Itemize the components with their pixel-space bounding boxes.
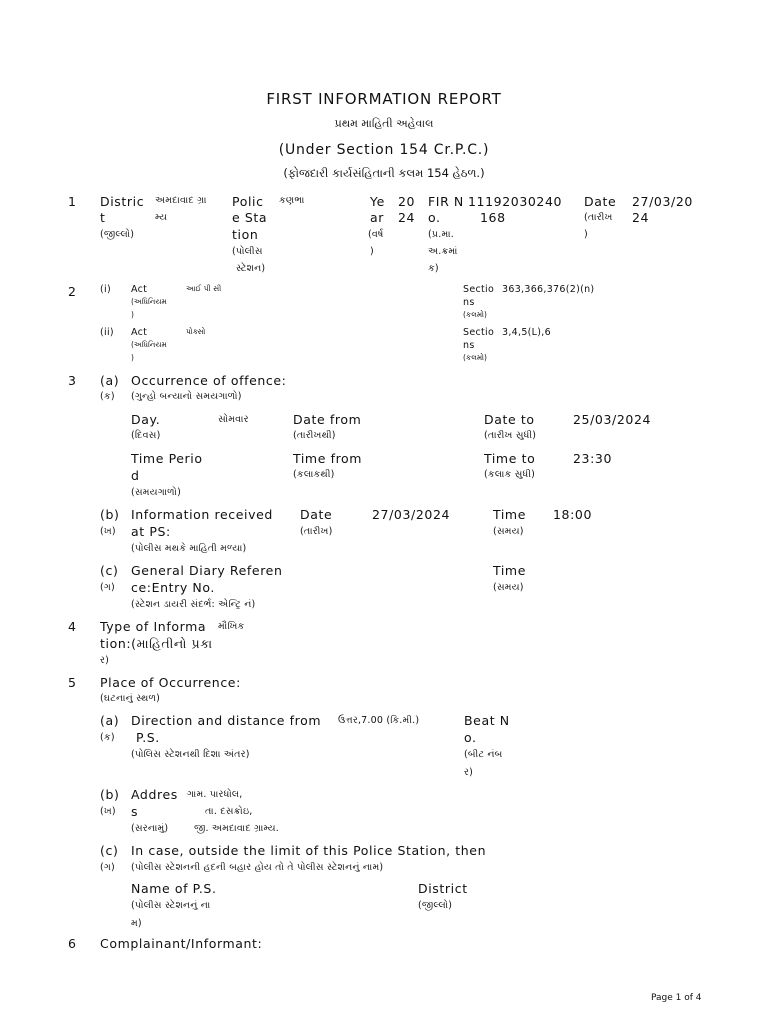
info-type-label-cont: tion:(માહિતીનો પ્રકા — [100, 636, 213, 651]
section-heading: (Under Section 154 Cr.P.C.) — [278, 142, 490, 158]
diary-time-label: Time — [493, 563, 526, 578]
fir-number-label-gujarati-cont: અ.ક્રમાં — [428, 246, 458, 257]
diary-ref-marker-gujarati: (ગ) — [100, 582, 115, 593]
act-ii-label-gujarati-cont: ) — [131, 353, 134, 362]
time-period-label-cont: d — [131, 468, 140, 483]
act-ii-label-gujarati: (અધિનિયમ — [131, 340, 167, 349]
address-label: Addres — [131, 787, 178, 802]
police-station-value: કણભા — [279, 195, 305, 206]
beat-no-label-gujarati: (બીટ નંબ — [464, 749, 503, 760]
outside-limit-text: In case, outside the limit of this Police Station, then — [131, 843, 487, 858]
page-number: Page 1 of 4 — [651, 993, 702, 1003]
fir-number-label-gujarati-cont2: ક) — [428, 263, 439, 274]
other-ps-name-label-gujarati: (પોલીસ સ્ટેશનનું ના — [131, 900, 211, 911]
sections-i-label-gujarati: (કલમો) — [463, 310, 487, 319]
time-to-value: 23:30 — [573, 451, 613, 466]
address-value-line2: તા. દસક્રોઇ, — [205, 806, 253, 817]
district-label-cont: t — [100, 210, 106, 225]
year-label: Ye — [370, 194, 385, 209]
sections-ii-label: Sectio — [463, 327, 495, 338]
act-i-label-gujarati-cont: ) — [131, 310, 134, 319]
district-label-gujarati: (જીલ્લો) — [100, 229, 135, 240]
item-number-5: 5 — [68, 675, 77, 690]
item-number-1: 1 — [68, 194, 77, 209]
section-heading-gujarati: (ફોજદારી કાર્યસંહિતાની કલમ 154 હેઠળ.) — [283, 166, 485, 180]
district-label: Distric — [100, 194, 145, 209]
time-from-label-gujarati: (કલાકથી) — [293, 469, 335, 480]
address-label-gujarati: (સરનામું) — [131, 823, 169, 834]
info-received-marker-gujarati: (ખ) — [100, 526, 116, 537]
act-ii-label: Act — [131, 327, 148, 338]
district-value-cont: મ્ય — [155, 212, 168, 223]
fir-date-label: Date — [584, 194, 617, 209]
item-number-3: 3 — [68, 373, 77, 388]
district-value: અમદાવાદ ગ્રા — [155, 195, 207, 206]
time-period-label: Time Perio — [131, 451, 203, 466]
police-station-label: Polic — [232, 194, 264, 209]
address-label-cont: s — [131, 804, 139, 819]
diary-time-label-gujarati: (સમય) — [493, 582, 524, 593]
direction-marker: (a) — [100, 713, 120, 728]
diary-ref-marker: (c) — [100, 563, 119, 578]
police-station-label-cont2: tion — [232, 227, 259, 242]
act-i-marker: (i) — [100, 284, 111, 295]
address-value-line1: ગામ. પારધોલ, — [187, 789, 243, 800]
direction-label: Direction and distance from — [131, 713, 322, 728]
sections-ii-label-cont: ns — [463, 340, 475, 351]
address-marker-gujarati: (ખ) — [100, 806, 116, 817]
fir-number-value: 11192030240 — [468, 194, 563, 209]
day-label: Day. — [131, 412, 161, 427]
other-district-label-gujarati: (જીલ્લો) — [418, 900, 453, 911]
time-to-label-gujarati: (કલાક સુધી) — [484, 469, 536, 480]
place-title: Place of Occurrence: — [100, 675, 241, 690]
address-value-line3: જી. અમદાવાદ ગ્રામ્ય. — [194, 823, 279, 834]
complainant-title: Complainant/Informant: — [100, 936, 263, 951]
place-title-gujarati: (ઘટનાનું સ્થળ) — [100, 693, 161, 704]
info-time-label: Time — [493, 507, 526, 522]
year-label-cont: ar — [370, 210, 384, 225]
time-to-label: Time to — [484, 451, 536, 466]
direction-marker-gujarati: (ક) — [100, 732, 115, 743]
direction-value: ઉત્તર,7.00 (કિ.મી.) — [338, 715, 420, 726]
occurrence-title: Occurrence of offence: — [131, 373, 287, 388]
direction-label-gujarati: (પોલિસ સ્ટેશનથી દિશા અંતર) — [131, 749, 250, 760]
info-received-label-gujarati: (પોલીસ મથકે માહિતી મળ્યા) — [131, 543, 247, 554]
sections-ii-value: 3,4,5(L),6 — [502, 327, 551, 338]
year-value: 20 — [398, 194, 416, 209]
fir-date-label-gujarati: (તારીખ — [584, 212, 613, 223]
act-ii-marker: (ii) — [100, 327, 114, 338]
year-value-cont: 24 — [398, 210, 416, 225]
police-station-label-gujarati-cont: સ્ટેશન) — [236, 263, 266, 274]
date-from-label-gujarati: (તારીખથી) — [293, 430, 336, 441]
sections-ii-label-gujarati: (કલમો) — [463, 353, 487, 362]
year-label-gujarati: (વર્ષ — [368, 229, 384, 240]
act-i-value: આઈ પી સી — [186, 284, 222, 293]
occurrence-marker: (a) — [100, 373, 120, 388]
date-to-value: 25/03/2024 — [573, 412, 652, 427]
report-title: FIRST INFORMATION REPORT — [266, 90, 502, 108]
fir-number-label: FIR N — [428, 194, 464, 209]
item-number-2: 2 — [68, 284, 77, 299]
police-station-label-cont: e Sta — [232, 210, 268, 225]
info-received-marker: (b) — [100, 507, 120, 522]
info-type-value: મૌખિક — [218, 621, 245, 632]
info-type-label: Type of Informa — [100, 619, 207, 634]
diary-ref-label: General Diary Referen — [131, 563, 283, 578]
beat-no-label: Beat N — [464, 713, 510, 728]
date-to-label: Date to — [484, 412, 535, 427]
time-period-label-gujarati: (સમયગાળો) — [131, 487, 182, 498]
time-from-label: Time from — [293, 451, 363, 466]
outside-limit-marker: (c) — [100, 843, 119, 858]
beat-no-label-gujarati-cont: ર) — [464, 767, 474, 778]
sections-i-label-cont: ns — [463, 297, 475, 308]
info-received-label: Information received — [131, 507, 273, 522]
direction-label-cont: P.S. — [136, 730, 160, 745]
occurrence-title-gujarati: (ગુન્હો બન્યાનો સમયગાળો) — [131, 391, 242, 402]
info-time-label-gujarati: (સમય) — [493, 526, 524, 537]
fir-number-label-cont: o. — [428, 210, 441, 225]
other-ps-name-label-gujarati-cont: મ) — [131, 918, 142, 929]
sections-i-value: 363,366,376(2)(n) — [502, 284, 595, 295]
info-date-value: 27/03/2024 — [372, 507, 451, 522]
info-date-label-gujarati: (તારીખ) — [300, 526, 333, 537]
day-value: સોમવાર — [218, 414, 249, 425]
other-district-label: District — [418, 881, 468, 896]
police-station-label-gujarati: (પોલીસ — [232, 246, 263, 257]
other-ps-name-label: Name of P.S. — [131, 881, 217, 896]
date-from-label: Date from — [293, 412, 362, 427]
date-to-label-gujarati: (તારીખ સુધી) — [484, 430, 537, 441]
occurrence-marker-gujarati: (ક) — [100, 391, 115, 402]
info-type-label-cont2: ર) — [100, 655, 110, 666]
day-label-gujarati: (દિવસ) — [131, 430, 161, 441]
act-i-label: Act — [131, 284, 148, 295]
act-i-label-gujarati: (અધિનિયમ — [131, 297, 167, 306]
diary-ref-label-cont: ce:Entry No. — [131, 580, 215, 595]
info-time-value: 18:00 — [553, 507, 593, 522]
fir-date-value: 27/03/20 — [632, 194, 693, 209]
report-title-gujarati: પ્રથમ માહિતી અહેવાલ — [334, 117, 434, 130]
diary-ref-label-gujarati: (સ્ટેશન ડાયરી સંદર્ભ: એન્ટ્રિ નં) — [131, 599, 256, 610]
sections-i-label: Sectio — [463, 284, 495, 295]
act-ii-value: પોક્સો — [186, 327, 206, 336]
year-label-gujarati-cont: ) — [370, 246, 374, 257]
fir-number-value-cont: 168 — [480, 210, 506, 225]
item-number-4: 4 — [68, 619, 77, 634]
fir-date-label-gujarati-cont: ) — [584, 229, 588, 240]
info-date-label: Date — [300, 507, 333, 522]
fir-number-label-gujarati: (પ્ર.મા. — [428, 229, 454, 240]
item-number-6: 6 — [68, 936, 77, 951]
address-marker: (b) — [100, 787, 120, 802]
beat-no-label-cont: o. — [464, 730, 477, 745]
outside-limit-marker-gujarati: (ગ) — [100, 862, 115, 873]
outside-limit-text-gujarati: (પોલીસ સ્ટેશનની હદની બહાર હોય તો તે પોલીસ સ્ટેશનનું નામ) — [131, 862, 384, 873]
fir-date-value-cont: 24 — [632, 210, 650, 225]
info-received-label-cont: at PS: — [131, 524, 171, 539]
